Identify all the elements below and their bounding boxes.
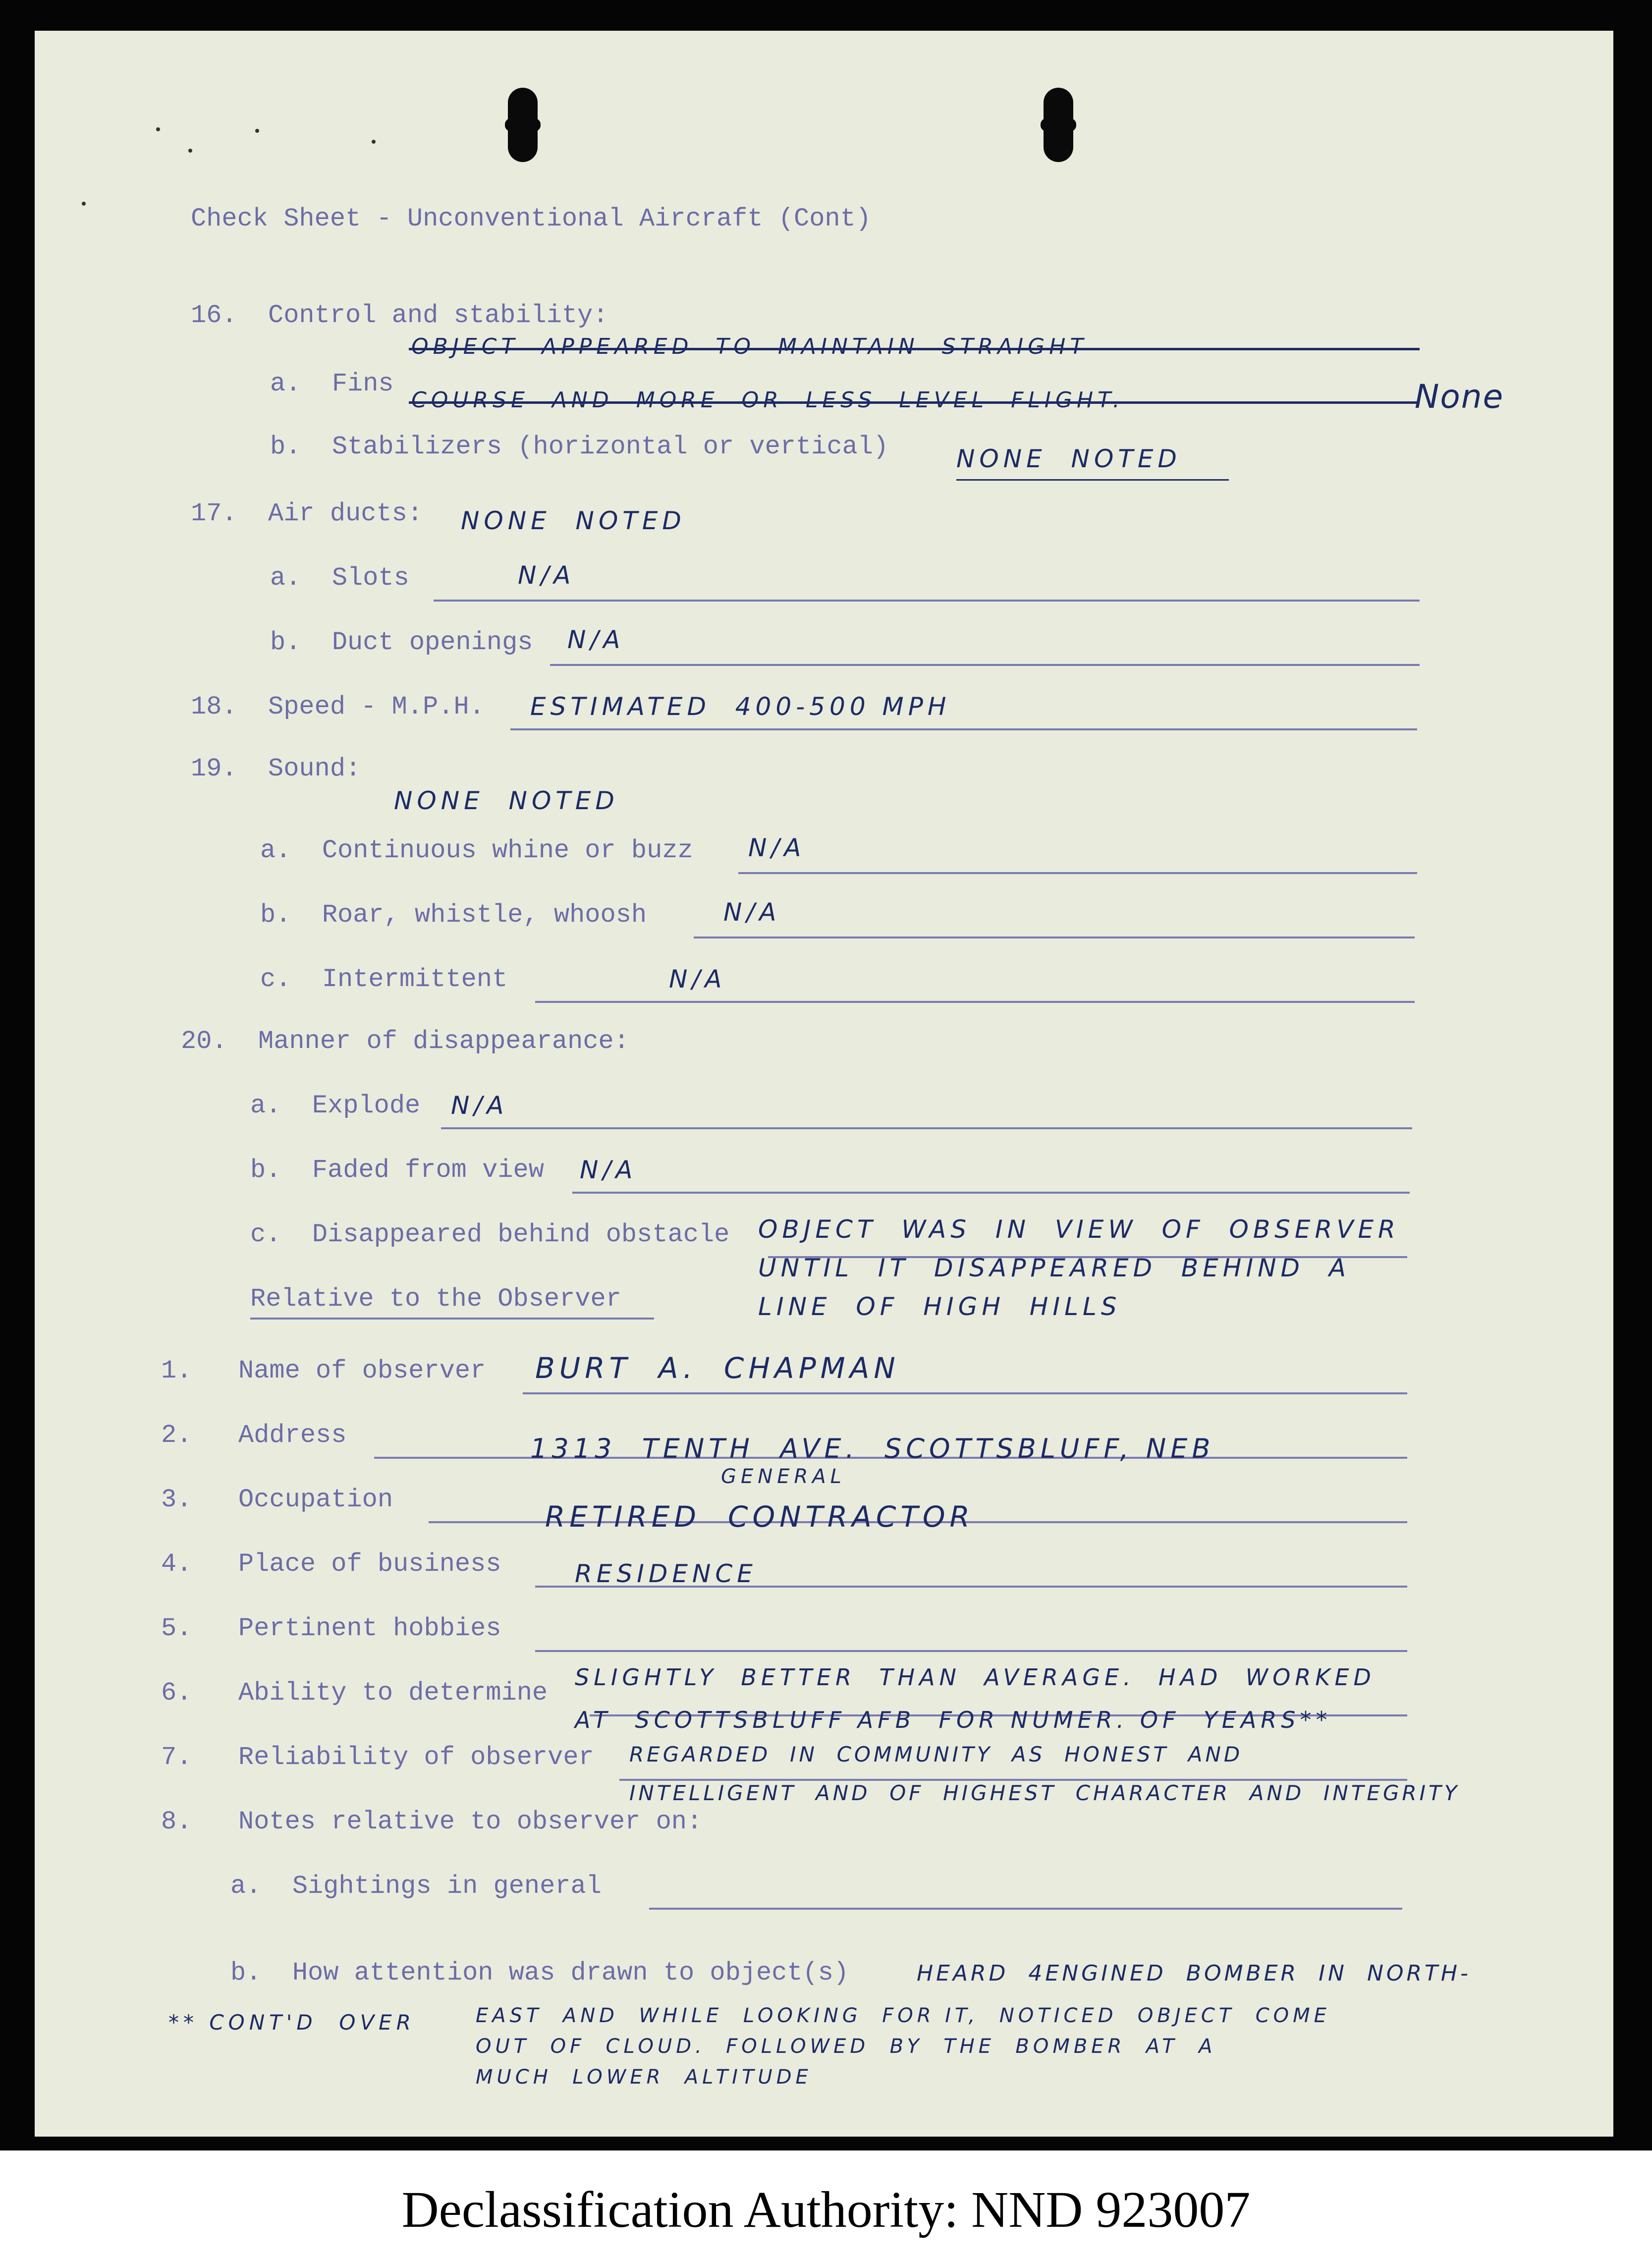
field-label-16: 16. Control and stability:: [191, 301, 608, 330]
strikethrough-1: [409, 348, 1420, 350]
field-label-17b: b. Duct openings: [270, 628, 533, 657]
field-answer-1: BURT A. CHAPMAN: [535, 1351, 900, 1385]
section-heading: Relative to the Observer: [250, 1284, 621, 1314]
field-label-20c: c. Disappeared behind obstacle: [250, 1220, 730, 1249]
field-label-19: 19. Sound:: [191, 754, 361, 783]
answer-line-19c: [535, 1001, 1415, 1003]
field-answer-2: 1313 TENTH AVE. SCOTTSBLUFF, NEB: [530, 1433, 1215, 1464]
answer-line-18: [510, 728, 1417, 730]
field-label-4: 4. Place of business: [161, 1549, 501, 1579]
field-answer-3: RETIRED CONTRACTOR: [545, 1500, 974, 1534]
punch-hole-right: [1044, 88, 1073, 162]
field-answer-18: ESTIMATED 400-500 MPH: [530, 692, 951, 721]
field-answer-8b: EAST AND WHILE LOOKING FOR IT, NOTICED OBJECT COME OUT OF CLOUD. FOLLOWED BY THE BOMBER AT A MUCH LOWER ALTITUDE: [476, 2004, 1330, 2089]
answer-line-8a: [649, 1908, 1402, 1910]
field-answer-16a: None: [1415, 378, 1504, 416]
answer-line-1: [523, 1392, 1407, 1394]
document-page: [35, 31, 1613, 2137]
field-answer-19c: N/A: [669, 965, 726, 993]
struck-line-1: OBJECT APPEARED TO MAINTAIN STRAIGHT: [411, 334, 1088, 359]
field-answer-20c: OBJECT WAS IN VIEW OF OBSERVER UNTIL IT DISAPPEARED BEHIND A LINE OF HIGH HILLS: [758, 1215, 1400, 1321]
speck: [82, 202, 86, 206]
field-label-8: 8. Notes relative to observer on:: [161, 1807, 703, 1836]
field-answer-19b: N/A: [723, 898, 781, 927]
field-answer-19a: N/A: [748, 833, 806, 862]
speck: [372, 140, 376, 144]
field-label-20a: a. Explode: [250, 1091, 421, 1120]
field-answer-20b: N/A: [580, 1156, 637, 1184]
field-label-2: 2. Address: [161, 1421, 347, 1450]
field-answer-17: NONE NOTED: [461, 506, 686, 535]
margin-note: ** CONT'D OVER: [168, 2010, 415, 2035]
answer-underline: [956, 479, 1229, 481]
field-answer-4: RESIDENCE: [575, 1559, 757, 1588]
speck: [188, 149, 192, 153]
field-label-1: 1. Name of observer: [161, 1356, 486, 1385]
section-heading-underline: [250, 1318, 654, 1320]
page-title: Check Sheet - Unconventional Aircraft (Cont): [191, 204, 872, 233]
field-label-17: 17. Air ducts:: [191, 499, 423, 528]
answer-line-20a: [441, 1127, 1412, 1129]
field-label-16a: a. Fins: [270, 369, 394, 398]
field-label-18: 18. Speed - M.P.H.: [191, 692, 485, 721]
declassification-footer: Declassification Authority: NND 923007: [401, 2181, 1251, 2238]
field-answer-6: SLIGHTLY BETTER THAN AVERAGE. HAD WORKED AT SCOTTSBLUFF AFB FOR NUMER. OF YEARS**: [575, 1664, 1376, 1733]
field-answer-7: REGARDED IN COMMUNITY AS HONEST AND INTELLIGENT AND OF HIGHEST CHARACTER AND INTEGRITY: [629, 1742, 1460, 1805]
answer-line-20b: [572, 1192, 1410, 1194]
field-label-8b: b. How attention was drawn to object(s): [230, 1958, 849, 1987]
answer-line-19a: [738, 872, 1417, 874]
field-label-7: 7. Reliability of observer: [161, 1743, 594, 1772]
speck: [255, 129, 259, 133]
answer-line-5: [535, 1650, 1407, 1652]
field-label-17a: a. Slots: [270, 563, 409, 593]
field-label-19c: c. Intermittent: [260, 965, 508, 994]
field-label-19a: a. Continuous whine or buzz: [260, 836, 693, 865]
answer-line-17b: [550, 664, 1420, 666]
answer-line-17a: [434, 600, 1420, 602]
strikethrough-2: [409, 401, 1420, 404]
field-label-8a: a. Sightings in general: [230, 1872, 602, 1901]
field-label-3: 3. Occupation: [161, 1485, 393, 1514]
field-answer-17b: N/A: [567, 625, 625, 654]
field-answer-17a: N/A: [518, 561, 575, 590]
field-answer-3-insertion: GENERAL: [721, 1465, 846, 1488]
field-label-6: 6. Ability to determine: [161, 1678, 548, 1708]
struck-line-2: COURSE AND MORE OR LESS LEVEL FLIGHT.: [411, 387, 1124, 413]
field-answer-8b-line-1: HEARD 4ENGINED BOMBER IN NORTH-: [917, 1961, 1471, 1986]
field-label-20b: b. Faded from view: [250, 1156, 544, 1185]
answer-line-19b: [694, 937, 1415, 938]
field-label-16b: b. Stabilizers (horizontal or vertical): [270, 432, 889, 461]
speck: [156, 127, 160, 131]
punch-hole-left: [508, 88, 538, 162]
field-answer-20a: N/A: [451, 1091, 508, 1120]
field-answer-16b: NONE NOTED: [956, 444, 1181, 473]
field-label-20: 20. Manner of disappearance:: [181, 1027, 629, 1056]
field-label-5: 5. Pertinent hobbies: [161, 1614, 501, 1643]
field-label-19b: b. Roar, whistle, whoosh: [260, 900, 647, 930]
field-answer-19: NONE NOTED: [394, 786, 619, 815]
